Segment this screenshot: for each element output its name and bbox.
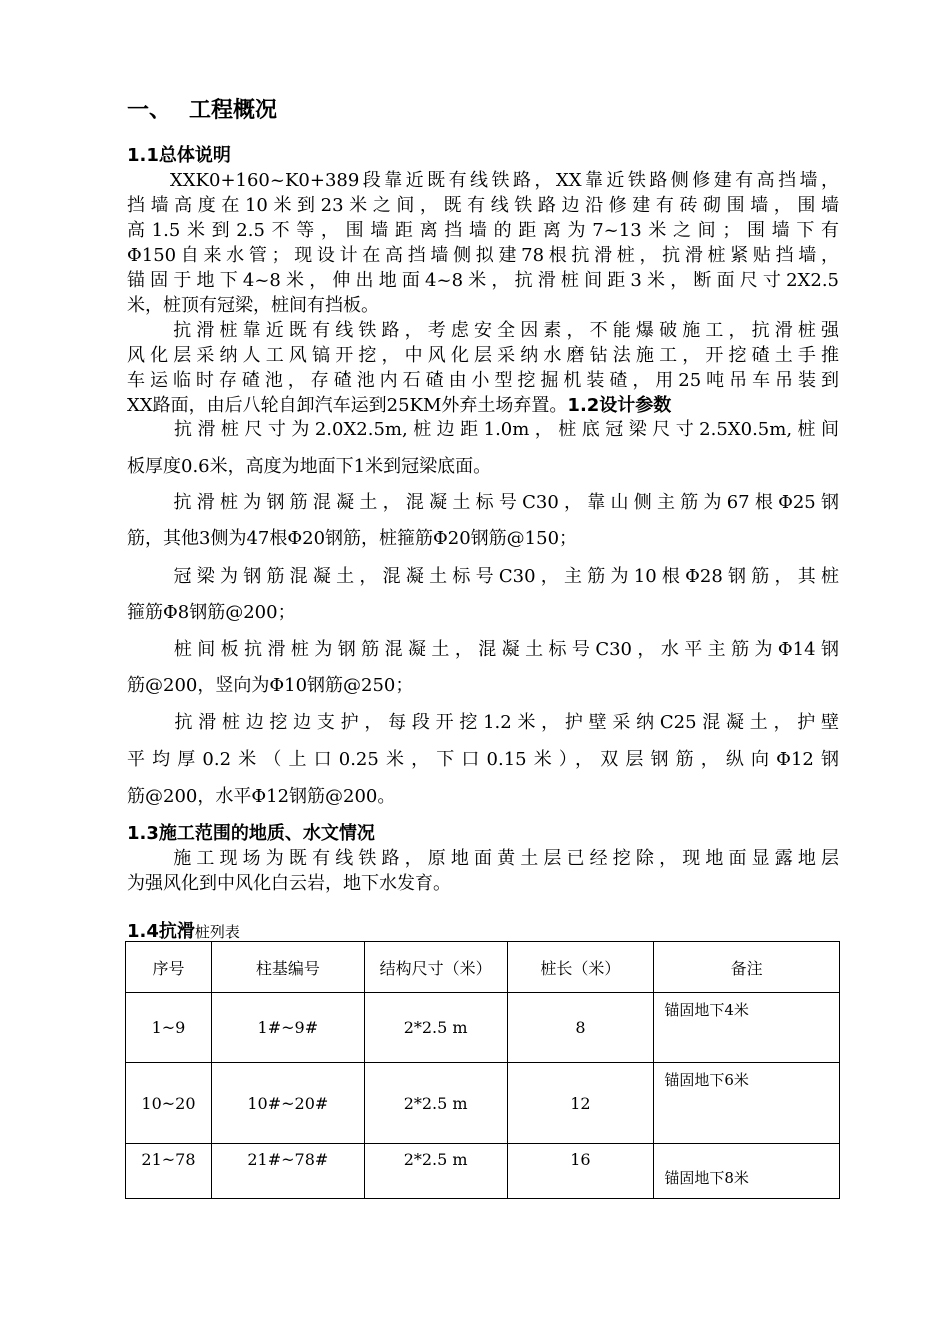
s11-last-line: XX路面，由后八轮自卸汽车运到25KM外弃土场弃置。 [127, 395, 568, 416]
pile-table [125, 941, 840, 1199]
table-row [126, 993, 840, 1063]
section-heading [127, 93, 277, 124]
header-cell: 柱基编号 [211, 942, 364, 993]
s12-line: 抗滑桩边挖边支护，每段开挖1.2米，护壁采纳C25混凝土，护壁 [127, 712, 839, 733]
cell-no: 1~9 [126, 993, 212, 1063]
cell-length: 16 [507, 1144, 654, 1199]
s11-line: XXK0+160~K0+389段靠近既有线铁路，XX靠近铁路侧修建有高挡墙， [127, 170, 839, 191]
s13-line: 为强风化到中风化白云岩，地下水发育。 [127, 873, 451, 894]
s12-line: 筋@200，竖向为Φ10钢筋@250； [127, 675, 414, 696]
header-cell: 备注 [654, 942, 840, 993]
s12-line: 桩间板抗滑桩为钢筋混凝土，混凝土标号C30，水平主筋为Φ14钢 [127, 639, 839, 660]
cell-length: 8 [507, 993, 654, 1063]
heading-title: 工程概况 [189, 98, 278, 123]
cell-size: 2*2.5 m [364, 1063, 507, 1144]
s12-line: 抗滑桩尺寸为2.0X2.5m,桩边距1.0m，桩底冠梁尺寸2.5X0.5m,桩间 [127, 419, 839, 440]
cell-length: 12 [507, 1063, 654, 1144]
cell-note: 锚固地下8米 [654, 1144, 840, 1199]
s11-line: 米，桩顶有冠梁，桩间有挡板。 [127, 295, 379, 316]
header-cell: 序号 [126, 942, 212, 993]
header-cell: 桩长（米） [507, 942, 654, 993]
cell-size: 2*2.5 m [364, 993, 507, 1063]
table-row [126, 1063, 840, 1144]
header-cell: 结构尺寸（米） [364, 942, 507, 993]
s14-title-bold: 1.4抗滑 [127, 921, 195, 942]
cell-code: 10#~20# [211, 1063, 364, 1144]
section-1-1-title: 1.1总体说明 [127, 145, 231, 166]
s11-line: 高1.5米到2.5不等，围墙距离挡墙的距离为7~13米之间；围墙下有 [127, 220, 839, 241]
cell-no: 21~78 [126, 1144, 212, 1199]
s11-line: 挡墙高度在10米到23米之间，既有线铁路边沿修建有砖砌围墙，围墙 [127, 195, 839, 216]
section-1-4-title [127, 917, 240, 943]
s12-line: 箍筋Φ8钢筋@200； [127, 602, 296, 623]
s11-line: 锚固于地下4~8米，伸出地面4~8米，抗滑桩间距3米，断面尺寸2X2.5 [127, 270, 839, 291]
s14-title-rest: 桩列表 [194, 923, 240, 941]
s11-line: 车运临时存碴池，存碴池内石碴由小型挖掘机装碴，用25吨吊车吊装到 [127, 370, 839, 391]
s12-line: 板厚度0.6米，高度为地面下1米到冠梁底面。 [127, 456, 492, 477]
s11-line: 抗滑桩靠近既有线铁路，考虑安全因素，不能爆破施工，抗滑桩强 [127, 320, 839, 341]
s12-line: 筋，其他3侧为47根Φ20钢筋，桩箍筋Φ20钢筋@150； [127, 528, 578, 549]
s11-line: 风化层采纳人工风镐开挖，中风化层采纳水磨钻法施工，开挖碴土手推 [127, 345, 839, 366]
s12-line: 抗滑桩为钢筋混凝土，混凝土标号C30，靠山侧主筋为67根Φ25钢 [127, 492, 839, 513]
cell-code: 21#~78# [211, 1144, 364, 1199]
cell-note: 锚固地下6米 [654, 1063, 840, 1144]
s13-line: 施工现场为既有线铁路，原地面黄土层已经挖除，现地面显露地层 [127, 848, 839, 869]
cell-size: 2*2.5 m [364, 1144, 507, 1199]
table-row [126, 1144, 840, 1199]
s12-line: 平均厚0.2米（上口0.25米，下口0.15米），双层钢筋，纵向Φ12钢 [127, 749, 839, 770]
s12-line: 冠梁为钢筋混凝土，混凝土标号C30，主筋为10根Φ28钢筋，其桩 [127, 566, 839, 587]
s11-line: Φ150自来水管；现设计在高挡墙侧拟建78根抗滑桩，抗滑桩紧贴挡墙， [127, 245, 839, 266]
section-1-3-title: 1.3施工范围的地质、水文情况 [127, 823, 375, 844]
table-header-row [126, 942, 840, 993]
heading-number: 一、 [127, 98, 172, 123]
s12-line: 筋@200，水平Φ12钢筋@200。 [127, 786, 396, 807]
cell-note: 锚固地下4米 [654, 993, 840, 1063]
s11-line-with-s12-title [127, 391, 839, 417]
cell-no: 10~20 [126, 1063, 212, 1144]
cell-code: 1#~9# [211, 993, 364, 1063]
section-1-2-title: 1.2设计参数 [567, 395, 672, 416]
